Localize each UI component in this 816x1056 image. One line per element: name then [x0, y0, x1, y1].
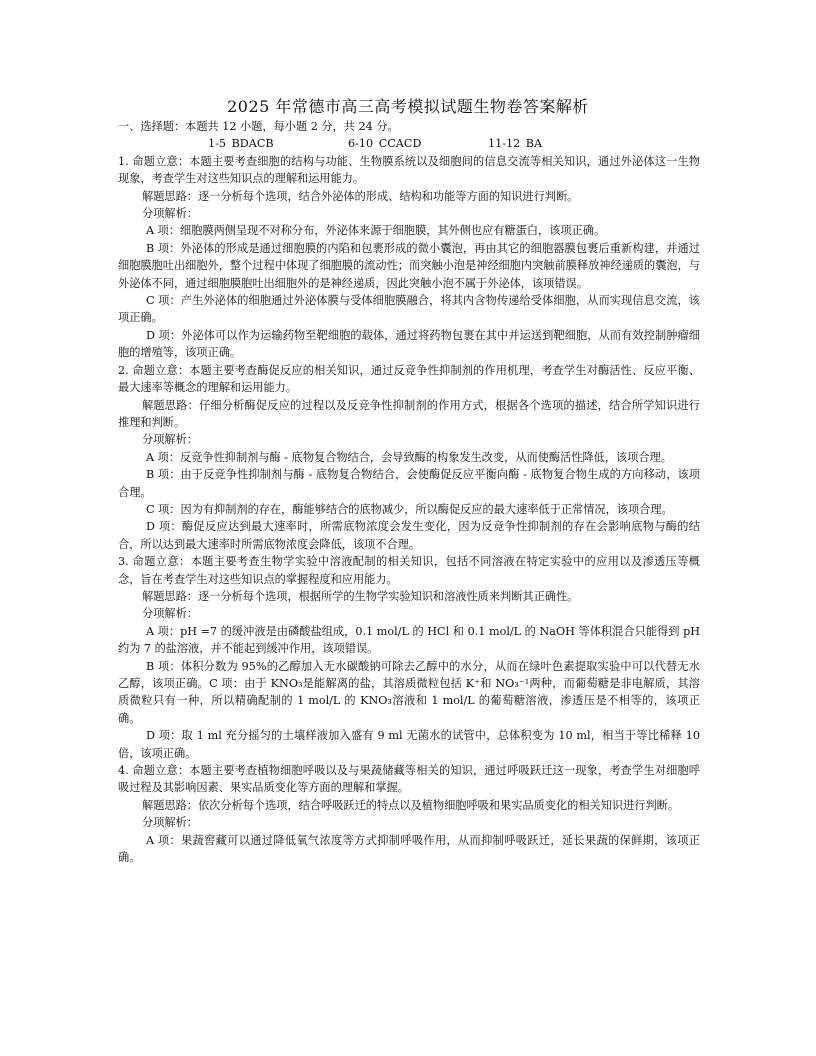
paragraph: 2. 命题立意：本题主要考查酶促反应的相关知识，通过反竞争性抑制剂的作用机理，考查学生对酶活性、反应平衡、最大速率等概念的理解和运用能力。	[118, 363, 700, 395]
paragraph: B 项：外泌体的形成是通过细胞膜的内陷和包裹形成的微小囊泡，再由其它的细胞器膜包裹后重新构建，并通过细胞膜胞吐出细胞外，整个过程中体现了细胞膜的流动性；而突触小泡是神经细胞内突触前膜释放神经递质的囊泡，与外泌体不同，通过细胞膜胞吐出细胞外的是神经递质，因此突触小泡不属于外泌体，该项错误。	[118, 241, 700, 290]
paragraph: A 项：果蔬窖藏可以通过降低氧气浓度等方式抑制呼吸作用，从而抑制呼吸跃迁，延长果蔬的保鲜期，该项正确。	[118, 833, 700, 865]
paragraph: D 项：酶促反应达到最大速率时，所需底物浓度会发生变化，因为反竞争性抑制剂的存在会影响底物与酶的结合，所以达到最大速率时所需底物浓度会降低，该项不合理。	[118, 520, 700, 551]
paragraph: 解题思路：依次分析每个选项，结合呼吸跃迁的特点以及植物细胞呼吸和果实品质变化的相关知识进行判断。	[142, 798, 680, 812]
paragraph: D 项：取 1 ml 充分摇匀的土壤样液加入盛有 9 ml 无菌水的试管中，总体积变为 10 ml，相当于等比稀释 10 倍，该项正确。	[118, 729, 700, 760]
paragraph: C 项：因为有抑制剂的存在，酶能够结合的底物减少，所以酶促反应的最大速率低于正常情况，该项合理。	[146, 502, 673, 516]
paragraph: 1. 命题立意：本题主要考查细胞的结构与功能、生物膜系统以及细胞间的信息交流等相关知识，通过外泌体这一生物现象，考查学生对这些知识点的理解和运用能力。	[118, 154, 700, 186]
paragraph: 分项解析：	[142, 433, 198, 447]
answer-group-3: 11-12 BA	[488, 137, 543, 151]
paragraph: C 项：产生外泌体的细胞通过外泌体膜与受体细胞膜融合，将其内含物传递给受体细胞，从而实现信息交流，该项正确。	[118, 294, 700, 325]
paragraph-list	[118, 153, 700, 867]
paragraph: B 项：由于反竞争性抑制剂与酶 - 底物复合物结合，会使酶促反应平衡向酶 - 底物复合物生成的方向移动，该项合理。	[118, 468, 700, 499]
paragraph: D 项：外泌体可以作为运输药物至靶细胞的载体，通过将药物包裹在其中并运送到靶细胞，从而有效控制肿瘤细胞的增殖等，该项正确。	[118, 328, 700, 360]
paragraph: A 项：pH =7 的缓冲液是由磷酸盐组成，0.1 mol/L 的 HCl 和 0.1 mol/L 的 NaOH 等体积混合只能得到 pH 约为 7 的盐溶液，并不能起到缓冲作用，该项错误。	[118, 624, 700, 656]
paragraph: 解题思路：逐一分析每个选项，结合外泌体的形成、结构和功能等方面的知识进行判断。	[142, 189, 579, 203]
answer-group-1: 1-5 BDACB	[208, 137, 274, 151]
section-heading: 一、选择题：本题共 12 小题，每小题 2 分，共 24 分。	[118, 120, 399, 133]
paragraph: 4. 命题立意：本题主要考查植物细胞呼吸以及与果蔬储藏等相关的知识，通过呼吸跃迁这一现象，考查学生对细胞呼吸过程及其影响因素、果实品质变化等方面的理解和掌握。	[118, 764, 700, 795]
paragraph: 3. 命题立意：本题主要考查生物学实验中溶液配制的相关知识，包括不同溶液在特定实验中的应用以及渗透压等概念，旨在考查学生对这些知识点的掌握程度和应用能力。	[118, 555, 700, 586]
paragraph: B 项：体积分数为 95%的乙醇加入无水碳酸钠可除去乙醇中的水分，从而在绿叶色素提取实验中可以代替无水乙醇，该项正确。C 项：由于 KNO₃是能解离的盐，其溶质微粒包括 K⁺和 NO₃⁻¹两种，而葡萄糖是非电解质，其溶质微粒只有一种，所以精确配制的 1 mol/L 的 KNO₃溶液和 1 mol/L 的葡萄糖溶液，渗透压是不相等的，该项正确。	[118, 659, 700, 725]
paragraph: A 项：反竞争性抑制剂与酶 - 底物复合物结合，会导致酶的构象发生改变，从而使酶活性降低，该项合理。	[146, 450, 672, 464]
paragraph: 解题思路：仔细分析酶促反应的过程以及反竞争性抑制剂的作用方式，根据各个选项的描述，结合所学知识进行推理和判断。	[118, 398, 700, 429]
answer-group-2: 6-10 CCACD	[348, 137, 422, 151]
answer-key	[118, 135, 700, 152]
paragraph: 分项解析：	[142, 607, 198, 621]
paragraph: 分项解析：	[142, 207, 198, 221]
paragraph: 分项解析：	[142, 816, 198, 830]
paragraph: A 项：细胞膜两侧呈现不对称分布，外泌体来源于细胞膜，其外侧也应有糖蛋白，该项正确。	[146, 224, 606, 238]
page-title: 2025 年常德市高三高考模拟试题生物卷答案解析	[227, 97, 589, 116]
answer-content	[118, 118, 700, 866]
paragraph: 解题思路：逐一分析每个选项，根据所学的生物学实验知识和溶液性质来判断其正确性。	[142, 589, 579, 603]
